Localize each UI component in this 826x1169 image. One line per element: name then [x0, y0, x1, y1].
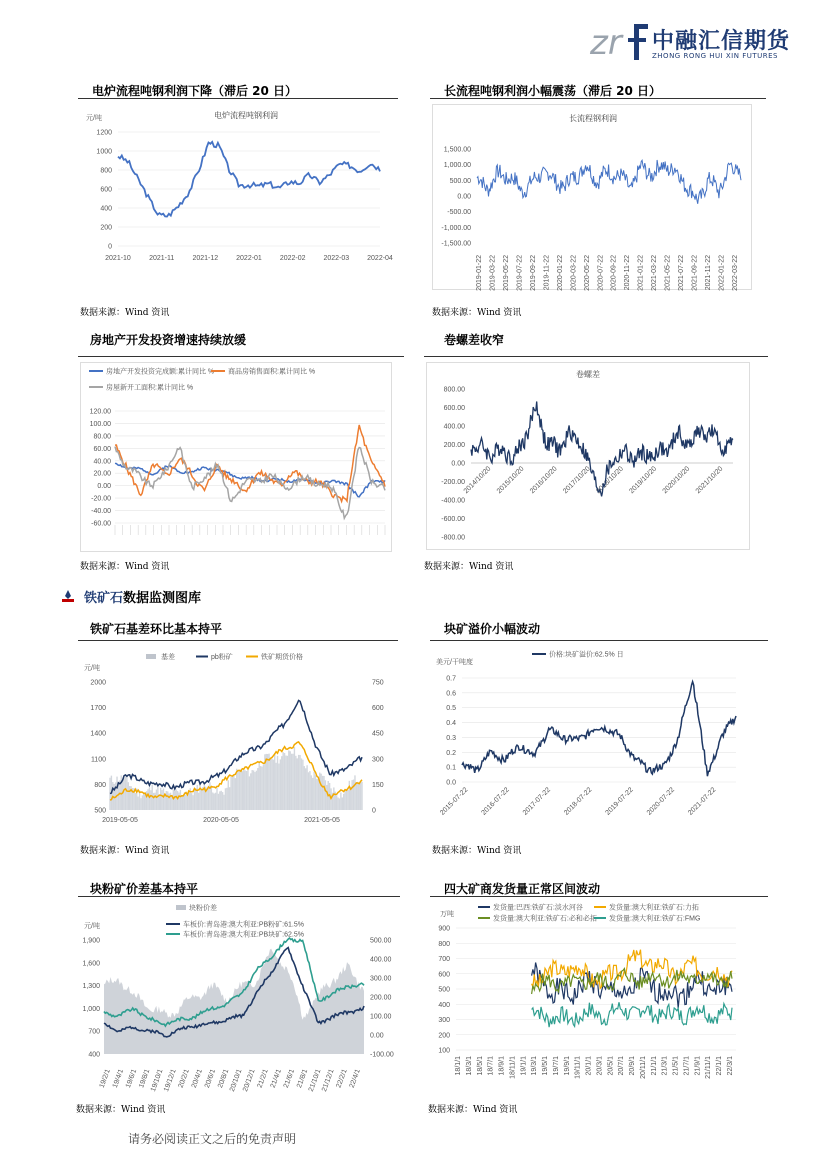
y-tick-label: 500: [94, 807, 106, 815]
source-note: 数据来源：Wind 资讯: [80, 846, 170, 856]
source-note: 数据来源：Wind 资讯: [424, 562, 514, 572]
y-tick-label: 400.00: [443, 423, 465, 431]
divider: [78, 896, 400, 897]
y-tick-label: 100.00: [89, 420, 111, 428]
legend-label: 商品房销售面积:累计同比 %: [228, 368, 316, 376]
x-tick-label: 2021-07-22: [678, 255, 686, 291]
x-tick-label: 2021-09-22: [691, 255, 699, 291]
x-tick-label: 19/3/1: [531, 1056, 539, 1076]
x-tick-label: 2022-01-22: [718, 255, 726, 291]
y-tick-label: 100: [438, 1047, 450, 1055]
x-tick-label: 19/6/1: [124, 1068, 139, 1089]
source-note: 数据来源：Wind 资讯: [80, 308, 170, 318]
chart-heading: 电炉流程吨钢利润下降（滞后 20 日）: [92, 84, 298, 98]
legend-label: 基差: [161, 654, 175, 661]
x-tick-label: 19/2/1: [98, 1068, 112, 1089]
y-tick-label: 600: [438, 971, 450, 979]
chart-iron-ore-basis: [80, 644, 390, 828]
y-tick-label: 1,000: [82, 1005, 100, 1013]
y-tick-label: 1,900: [82, 937, 100, 945]
y-tick-label: 150: [372, 781, 384, 789]
source-note: 数据来源：Wind 资讯: [428, 1105, 518, 1115]
x-tick-label: 2019-07-22: [516, 255, 524, 291]
y-tick-label: 300: [438, 1017, 450, 1024]
x-tick-label: 2017-07-22: [521, 786, 553, 817]
divider: [424, 356, 768, 357]
divider: [430, 896, 768, 897]
x-tick-label: 2019-11-22: [543, 255, 551, 291]
x-tick-label: 2020-01-22: [556, 255, 564, 291]
x-tick-label: 20/5/1: [607, 1056, 615, 1076]
x-tick-label: 2021-07-22: [687, 786, 718, 817]
x-tick-label: 20/8/1: [217, 1068, 231, 1089]
x-tick-label: 18/1/1: [455, 1056, 462, 1076]
x-tick-label: 2019-07-22: [604, 786, 635, 817]
y-tick-label: -200.00: [441, 479, 465, 486]
x-tick-label: 2022-03: [323, 255, 350, 262]
y-tick-label: 2000: [90, 679, 106, 687]
y-tick-label: 0.4: [446, 720, 456, 728]
y-tick-label: -400.00: [441, 497, 465, 505]
chart-lump-fines-spread: [80, 900, 394, 1093]
x-tick-label: 19/7/1: [552, 1056, 560, 1076]
x-tick-label: 20/10/1: [228, 1068, 244, 1093]
y-tick-label: 200: [438, 1032, 450, 1040]
y-tick-label: 750: [372, 679, 384, 687]
chart-long-process-profit: [432, 104, 752, 290]
x-tick-label: 20/4/1: [190, 1068, 204, 1089]
x-tick-label: 21/3/1: [661, 1056, 669, 1076]
x-tick-label: 2020/10/20: [661, 465, 692, 496]
source-note: 数据来源：Wind 资讯: [432, 846, 522, 856]
y-tick-label: 500.00: [370, 937, 392, 945]
y-tick-label: 900: [438, 925, 450, 933]
chart-inner-title: 卷螺差: [576, 370, 600, 379]
legend-swatch: [176, 905, 186, 910]
x-tick-label: 2021-10: [105, 255, 131, 262]
source-note: 数据来源：Wind 资讯: [80, 562, 170, 572]
divider: [78, 98, 398, 99]
x-tick-label: 20/12/1: [242, 1068, 257, 1093]
x-tick-label: 21/1/1: [650, 1056, 658, 1076]
disclaimer-note: 请务必阅读正文之后的免责声明: [128, 1132, 297, 1146]
x-tick-label: 19/5/1: [542, 1056, 550, 1076]
y-tick-label: 0.2: [446, 749, 456, 757]
y-tick-label: 400.00: [370, 956, 392, 964]
section-bullet-icon: [62, 590, 74, 602]
x-tick-label: 2020-07-22: [645, 786, 677, 817]
y-tick-label: 1000: [96, 148, 112, 156]
chart-heading: 铁矿石基差环比基本持平: [90, 622, 223, 636]
series-line: [115, 463, 385, 497]
y-tick-label: -600.00: [441, 516, 465, 523]
x-tick-label: 2015/10/20: [495, 465, 526, 496]
x-tick-label: 22/3/1: [727, 1056, 734, 1076]
y-tick-label: 800: [94, 781, 106, 789]
y-tick-label: -100.00: [370, 1051, 394, 1059]
company-name-en: ZHONG RONG HUI XIN FUTURES: [652, 52, 778, 60]
y-tick-label: 450: [372, 730, 384, 738]
series-line: [532, 1002, 732, 1027]
y-tick-label: -800.00: [441, 534, 465, 542]
y-tick-label: 300: [372, 756, 384, 764]
y-tick-label: 60.00: [93, 445, 111, 453]
section-title: 铁矿石数据监测图库: [84, 591, 202, 606]
legend-label: 房屋新开工面积:累计同比 %: [106, 384, 194, 392]
divider: [78, 640, 398, 641]
y-tick-label: 1400: [90, 730, 106, 738]
y-tick-label: 500.00: [449, 177, 471, 185]
series-line: [532, 963, 732, 1008]
chart-heading: 卷螺差收窄: [444, 333, 505, 347]
chart-eaf-profit: [86, 104, 393, 264]
source-note: 数据来源：Wind 资讯: [76, 1105, 166, 1115]
x-tick-label: 21/2/1: [256, 1068, 270, 1089]
x-tick-label: 2014/10/20: [462, 465, 493, 496]
x-tick-label: 18/5/1: [476, 1056, 484, 1076]
y-tick-label: 100.00: [370, 1013, 392, 1021]
divider: [78, 356, 404, 357]
y-tick-label: 1700: [90, 705, 106, 713]
x-tick-label: 2020-07-22: [597, 255, 605, 291]
y-tick-label: 20.00: [93, 470, 111, 478]
x-tick-label: 2017/10/20: [562, 465, 592, 496]
legend-label: 房地产开发投资完成额:累计同比 %: [106, 368, 215, 376]
y-tick-label: 40.00: [93, 458, 111, 466]
x-tick-label: 2018-07-22: [563, 786, 594, 817]
x-tick-label: 2016/10/20: [528, 465, 559, 496]
x-tick-label: 22/2/1: [335, 1068, 349, 1089]
y-tick-label: 0.7: [446, 675, 456, 683]
y-tick-label: 600: [372, 705, 384, 713]
x-tick-label: 20/1/1: [585, 1056, 593, 1076]
y-tick-label: -60.00: [91, 520, 111, 528]
y-tick-label: 300.00: [370, 975, 392, 983]
x-tick-label: 19/11/1: [574, 1056, 582, 1079]
x-tick-label: 20/2/1: [177, 1068, 191, 1089]
chart-heading: 块粉矿价差基本持平: [90, 882, 199, 896]
x-tick-label: 21/8/1: [296, 1068, 310, 1089]
y-tick-label: -500.00: [447, 209, 471, 217]
y-tick-label: 400: [88, 1051, 100, 1059]
y-tick-label: 1,500.00: [443, 146, 471, 154]
y-tick-label: 600.00: [443, 405, 465, 412]
x-tick-label: 21/11/1: [705, 1056, 713, 1079]
legend-label: 发货量:澳大利亚:铁矿石:FMG: [609, 915, 701, 923]
x-tick-label: 21/5/1: [672, 1056, 680, 1076]
y-tick-label: 400: [438, 1001, 450, 1009]
y-tick-label: 0.00: [457, 193, 471, 201]
x-tick-label: 19/1/1: [520, 1056, 528, 1076]
y-tick-label: 0.1: [446, 764, 456, 772]
y-axis-unit: 元/吨: [84, 665, 100, 672]
source-note: 数据来源：Wind 资讯: [432, 308, 522, 318]
chart-inner-title: 长流程钢利润: [569, 114, 617, 123]
legend-label: 发货量:澳大利亚:铁矿石:必和必拓: [493, 915, 597, 923]
x-tick-label: 19/8/1: [138, 1068, 152, 1089]
series-line: [118, 142, 380, 217]
legend-label: 块粉价差: [189, 905, 217, 912]
y-axis-unit: 万吨: [440, 911, 454, 918]
chart-heading: 长流程吨钢利润小幅震荡（滞后 20 日）: [444, 84, 662, 98]
x-tick-label: 20/11/1: [639, 1056, 647, 1079]
x-tick-label: 19/9/1: [563, 1056, 571, 1076]
x-tick-label: 2021-05-05: [304, 817, 340, 824]
legend-label: 车板价:青岛港:澳大利亚:PB粉矿:61.5%: [183, 921, 304, 929]
svg-text:zr: zr: [590, 23, 622, 63]
y-tick-label: 200.00: [370, 994, 392, 1002]
x-tick-label: 2021-11-22: [705, 255, 713, 291]
y-tick-label: 800: [438, 940, 450, 948]
x-tick-label: 2020-05-22: [583, 255, 591, 291]
legend-label: 发货量:澳大利亚:铁矿石:力拓: [609, 904, 699, 912]
x-tick-label: 2021-01-22: [637, 255, 645, 291]
x-tick-label: 2022-04: [367, 255, 393, 262]
x-tick-label: 19/4/1: [111, 1068, 126, 1089]
y-tick-label: 0.6: [446, 690, 456, 698]
y-tick-label: 0: [108, 243, 112, 251]
company-logo-icon: [590, 22, 650, 62]
chart-heading: 四大矿商发货量正常区间波动: [444, 882, 601, 896]
y-axis-unit: 元/吨: [86, 115, 102, 122]
y-tick-label: 0: [372, 807, 376, 815]
series-line: [462, 682, 736, 777]
y-tick-label: 0.5: [446, 705, 456, 713]
x-tick-label: 21/12/1: [320, 1068, 336, 1093]
divider: [430, 98, 766, 99]
x-tick-label: 20/7/1: [618, 1056, 626, 1076]
y-tick-label: 0.00: [97, 483, 111, 491]
y-tick-label: 0.0: [446, 779, 456, 787]
y-tick-label: 200: [100, 224, 112, 232]
y-axis-unit: 美元/干吨度: [436, 659, 473, 666]
x-tick-label: 2021-05-22: [664, 255, 672, 291]
y-tick-label: 1,300: [82, 983, 100, 991]
chart-heading: 房地产开发投资增速持续放缓: [90, 333, 247, 347]
legend-label: 价格:块矿溢价:62.5% 日: [549, 651, 624, 659]
x-tick-label: 2019-05-05: [102, 817, 138, 824]
x-tick-label: 18/9/1: [498, 1056, 506, 1076]
x-tick-label: 21/4/1: [269, 1068, 283, 1089]
y-tick-label: 80.00: [93, 433, 111, 441]
x-tick-label: 20/6/1: [203, 1068, 218, 1089]
chart-real-estate: [80, 362, 392, 552]
y-tick-label: 500: [438, 986, 450, 994]
y-tick-label: 0.00: [451, 460, 465, 468]
x-tick-label: 2020-05-05: [203, 817, 239, 824]
x-tick-label: 2019/10/20: [628, 465, 659, 496]
chart-big4-shipments: [430, 900, 744, 1088]
x-tick-label: 2020-09-22: [610, 255, 618, 291]
x-tick-label: 21/9/1: [694, 1056, 702, 1076]
x-tick-label: 2022-03-22: [732, 255, 739, 291]
x-tick-label: 2016-07-22: [480, 786, 511, 817]
chart-lump-premium: [432, 644, 744, 828]
company-name: 中融汇信期货: [652, 29, 791, 54]
x-tick-label: 2021-03-22: [651, 255, 659, 291]
x-tick-label: 2019-09-22: [529, 255, 537, 291]
x-tick-label: 2022-02: [279, 255, 306, 262]
x-tick-label: 21/10/1: [307, 1068, 323, 1093]
x-tick-label: 2019-03-22: [489, 255, 497, 291]
y-tick-label: -1,000.00: [441, 224, 471, 232]
chart-heading: 块矿溢价小幅波动: [444, 622, 541, 636]
y-tick-label: 600: [100, 186, 112, 194]
x-tick-label: 21/7/1: [683, 1056, 691, 1076]
y-tick-label: 700: [88, 1028, 100, 1036]
x-tick-label: 22/1/1: [716, 1056, 724, 1076]
y-tick-label: 1,000.00: [443, 162, 471, 170]
y-tick-label: 1200: [96, 129, 112, 137]
legend-label: 车板价:青岛港:澳大利亚:PB块矿:62.5%: [183, 931, 304, 939]
y-tick-label: 700: [438, 956, 450, 963]
x-tick-label: 22/4/1: [348, 1068, 362, 1089]
legend-swatch: [146, 654, 156, 659]
x-tick-label: 2021-12: [192, 255, 219, 262]
y-tick-label: 200.00: [443, 442, 465, 449]
y-tick-label: 1100: [90, 756, 106, 764]
y-tick-label: 400: [100, 205, 112, 213]
x-tick-label: 2022-01: [236, 255, 262, 262]
x-tick-label: 2020-03-22: [570, 255, 578, 291]
x-tick-label: 20/9/1: [629, 1056, 637, 1076]
y-tick-label: 1,600: [82, 960, 100, 968]
y-tick-label: 0.3: [446, 734, 456, 742]
x-tick-label: 2019-01-22: [476, 255, 483, 291]
x-tick-label: 19/12/1: [163, 1068, 178, 1093]
x-tick-label: 18/3/1: [465, 1056, 473, 1076]
legend-label: pb粉矿: [211, 654, 233, 661]
x-tick-label: 2020-11-22: [624, 255, 632, 291]
y-tick-label: -20.00: [91, 495, 111, 503]
x-tick-label: 2018/10/20: [595, 465, 625, 496]
legend-label: 铁矿期货价格: [261, 654, 303, 661]
chart-inner-title: 电炉流程吨钢利润: [214, 111, 278, 120]
y-axis-unit: 元/吨: [84, 923, 100, 930]
x-tick-label: 2015-07-22: [439, 786, 470, 817]
y-tick-label: -1,500.00: [441, 240, 471, 248]
series-line: [115, 447, 385, 519]
x-tick-label: 18/7/1: [487, 1056, 495, 1076]
y-tick-label: -40.00: [91, 508, 111, 516]
x-tick-label: 18/11/1: [509, 1056, 517, 1079]
y-tick-label: 120.00: [89, 408, 111, 416]
series-line: [477, 160, 741, 204]
series-line: [115, 425, 385, 501]
x-tick-label: 20/3/1: [596, 1056, 604, 1076]
x-tick-label: 2019-05-22: [502, 255, 510, 291]
legend-label: 发货量:巴西:铁矿石:淡水河谷: [493, 904, 583, 912]
x-tick-label: 19/10/1: [149, 1068, 165, 1093]
x-tick-label: 21/6/1: [282, 1068, 297, 1089]
y-tick-label: 800.00: [443, 386, 465, 394]
x-tick-label: 2021/10/20: [694, 465, 725, 496]
divider: [430, 640, 768, 641]
x-tick-label: 2021-11: [149, 255, 175, 262]
y-tick-label: 800: [100, 167, 112, 175]
chart-hrc-rebar-spread: [426, 362, 750, 550]
y-tick-label: 0.00: [370, 1032, 384, 1040]
